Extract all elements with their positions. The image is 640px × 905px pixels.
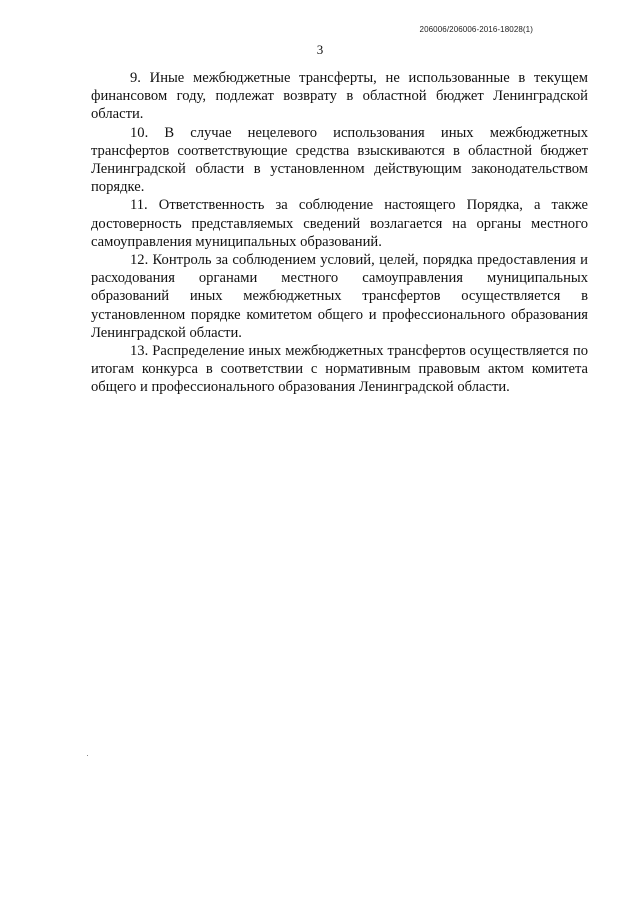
paragraph-12: 12. Контроль за соблюдением условий, целей, порядка предоставления и расходования органами местного самоуправления муниципальных образований иных межбюджетных трансфертов осуществляется в установленном порядке комитетом общего и профессионального образования Ленинградской области. [91, 252, 588, 341]
paragraph-13: 13. Распределение иных межбюджетных трансфертов осуществляется по итогам конкурса в соответствии с нормативным правовым актом комитета общего и профессионального образования Ленинградской области. [91, 343, 588, 396]
paragraph-9: 9. Иные межбюджетные трансферты, не использованные в текущем финансовом году, подлежат возврату в областной бюджет Ленинградской области. [91, 70, 588, 123]
document-number: 206006/206006-2016-18028(1) [419, 25, 533, 34]
document-body [91, 69, 588, 397]
paragraph-11: 11. Ответственность за соблюдение настоящего Порядка, а также достоверность представляемых сведений возлагается на органы местного самоуправления муниципальных образований. [91, 197, 588, 250]
paragraph-10: 10. В случае нецелевого использования иных межбюджетных трансфертов соответствующие средства взыскиваются в областной бюджет Ленинградской области в установленном действующим законодательством порядке. [91, 124, 588, 196]
scan-dot [87, 755, 88, 756]
page-number: 3 [316, 42, 324, 57]
